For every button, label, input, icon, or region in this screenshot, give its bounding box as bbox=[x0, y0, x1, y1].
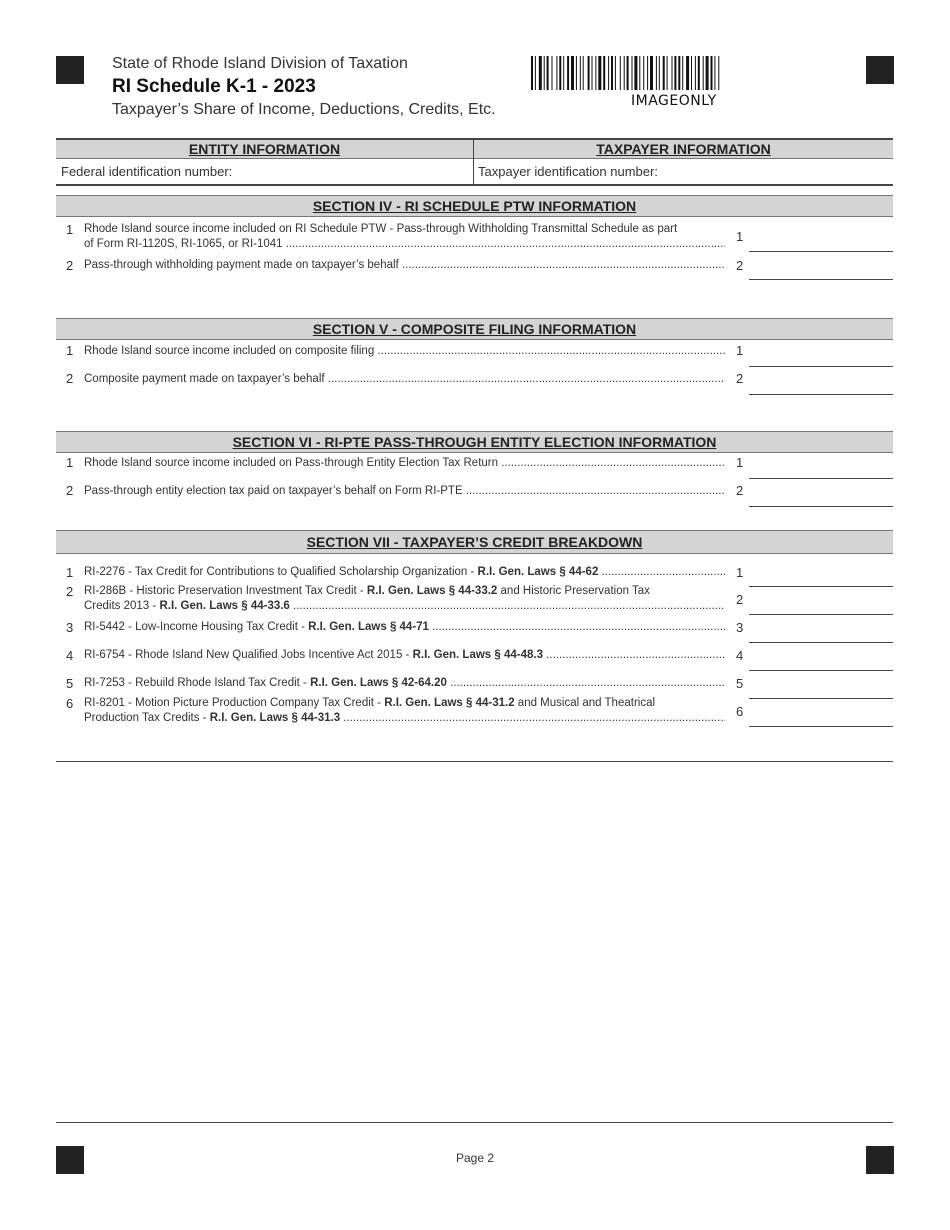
barcode-bar bbox=[698, 56, 700, 90]
entity-info-column bbox=[56, 140, 474, 184]
line-number: 6 bbox=[66, 696, 74, 711]
form-title: RI Schedule K-1 - 2023 bbox=[112, 76, 316, 97]
line-text: of Form RI-1120S, RI-1065, or RI-1041 bbox=[84, 238, 283, 250]
barcode-bar bbox=[539, 56, 542, 90]
line-description bbox=[84, 648, 725, 663]
statute-reference: R.I. Gen. Laws § 42-64.20 bbox=[310, 677, 447, 689]
line-text: Pass-through withholding payment made on taxpayer’s behalf bbox=[84, 259, 399, 271]
barcode-bar bbox=[567, 56, 569, 90]
amount-field[interactable] bbox=[749, 339, 893, 367]
barcode-bar bbox=[711, 56, 713, 90]
barcode-bar bbox=[588, 56, 590, 90]
line-number: 1 bbox=[66, 343, 74, 358]
line-text: RI-8201 - Motion Picture Production Company Tax Credit - bbox=[84, 697, 385, 709]
barcode-bar bbox=[659, 56, 660, 90]
barcode-bar bbox=[544, 56, 545, 90]
line-description bbox=[84, 484, 725, 499]
footer-rule bbox=[56, 1122, 893, 1123]
barcode-bar bbox=[663, 56, 665, 90]
barcode-bar bbox=[650, 56, 653, 90]
line-reference: 4 bbox=[736, 648, 744, 663]
line-description bbox=[84, 584, 725, 614]
barcode-bar bbox=[632, 56, 633, 90]
line-reference: 1 bbox=[736, 455, 744, 470]
statute-reference: R.I. Gen. Laws § 44-71 bbox=[308, 621, 429, 633]
line-number: 3 bbox=[66, 620, 74, 635]
agency-name: State of Rhode Island Division of Taxation bbox=[112, 55, 408, 72]
line-text: Production Tax Credits - bbox=[84, 712, 210, 724]
barcode-bar bbox=[595, 56, 596, 90]
statute-reference: R.I. Gen. Laws § 44-33.2 bbox=[366, 585, 498, 597]
barcode-bar bbox=[603, 56, 605, 90]
barcode-bar bbox=[714, 56, 715, 90]
barcode-bar bbox=[583, 56, 584, 90]
amount-field[interactable] bbox=[749, 479, 893, 507]
amount-field[interactable] bbox=[749, 559, 893, 587]
registration-mark-top-right bbox=[866, 56, 894, 84]
line-text: RI-7253 - Rebuild Rhode Island Tax Credit - bbox=[84, 677, 311, 689]
line-reference: 3 bbox=[736, 620, 744, 635]
amount-field[interactable] bbox=[749, 671, 893, 699]
line-number: 1 bbox=[66, 455, 74, 470]
info-table bbox=[56, 138, 893, 186]
statute-reference: R.I. Gen. Laws § 44-33.6 bbox=[159, 600, 290, 612]
barcode-bar bbox=[592, 56, 593, 90]
barcode-bar bbox=[624, 56, 625, 90]
line-number: 1 bbox=[66, 222, 74, 237]
barcode-bar bbox=[667, 56, 668, 90]
entity-info-heading: ENTITY INFORMATION bbox=[56, 140, 473, 159]
amount-field[interactable] bbox=[749, 587, 893, 615]
barcode bbox=[531, 56, 817, 90]
line-reference: 2 bbox=[736, 483, 744, 498]
line-description bbox=[84, 344, 725, 359]
barcode-bar bbox=[598, 56, 601, 90]
line-reference: 2 bbox=[736, 371, 744, 386]
barcode-bar bbox=[682, 56, 683, 90]
barcode-bar bbox=[639, 56, 640, 90]
barcode-bar bbox=[672, 56, 673, 90]
line-text: and Historic Preservation Tax bbox=[497, 585, 650, 597]
line-reference: 1 bbox=[736, 565, 744, 580]
line-reference: 5 bbox=[736, 676, 744, 691]
barcode-bar bbox=[620, 56, 621, 90]
section-iv-heading: SECTION IV - RI SCHEDULE PTW INFORMATION bbox=[56, 195, 893, 217]
line-description bbox=[84, 565, 725, 580]
barcode-bar bbox=[686, 56, 689, 90]
line-description bbox=[84, 222, 725, 252]
line-text: Rhode Island source income included on composite filing bbox=[84, 345, 375, 357]
barcode-bar bbox=[691, 56, 692, 90]
taxpayer-info-column bbox=[474, 140, 893, 184]
barcode-bar bbox=[556, 56, 557, 90]
barcode-bar bbox=[627, 56, 629, 90]
line-reference: 2 bbox=[736, 592, 744, 607]
barcode-bar bbox=[634, 56, 637, 90]
line-description bbox=[84, 456, 725, 471]
line-description bbox=[84, 676, 725, 691]
line-number: 1 bbox=[66, 565, 74, 580]
barcode-bar bbox=[576, 56, 577, 90]
line-description bbox=[84, 620, 725, 635]
line-description bbox=[84, 372, 725, 387]
line-number: 5 bbox=[66, 676, 74, 691]
line-number: 2 bbox=[66, 258, 74, 273]
form-subtitle: Taxpayer’s Share of Income, Deductions, Credits, Etc. bbox=[112, 101, 496, 118]
barcode-bar bbox=[563, 56, 564, 90]
barcode-bar bbox=[674, 56, 676, 90]
line-text: RI-6754 - Rhode Island New Qualified Jobs Incentive Act 2015 - bbox=[84, 649, 413, 661]
statute-reference: R.I. Gen. Laws § 44-31.2 bbox=[384, 697, 515, 709]
barcode-bar bbox=[615, 56, 616, 90]
line-reference: 1 bbox=[736, 229, 744, 244]
barcode-bar bbox=[647, 56, 648, 90]
line-text: Rhode Island source income included on RI Schedule PTW - Pass-through Withholding Transmittal Schedule as part bbox=[84, 223, 678, 235]
line-number: 4 bbox=[66, 648, 74, 663]
barcode-bar bbox=[547, 56, 549, 90]
barcode-bar bbox=[678, 56, 680, 90]
line-text: RI-5442 - Low-Income Housing Tax Credit - bbox=[84, 621, 309, 633]
barcode-bar bbox=[571, 56, 574, 90]
page-number: Page 2 bbox=[455, 1151, 495, 1165]
line-text: RI-286B - Historic Preservation Investment Tax Credit - bbox=[84, 585, 367, 597]
barcode-bar bbox=[695, 56, 696, 90]
barcode-bar bbox=[552, 56, 553, 90]
federal-id-field[interactable]: Federal identification number: bbox=[61, 164, 233, 179]
line-number: 2 bbox=[66, 483, 74, 498]
amount-field[interactable] bbox=[749, 699, 893, 727]
amount-field[interactable] bbox=[749, 252, 893, 280]
amount-field[interactable] bbox=[749, 367, 893, 395]
barcode-bar bbox=[535, 56, 536, 90]
statute-reference: R.I. Gen. Laws § 44-62 bbox=[477, 566, 599, 578]
line-description bbox=[84, 696, 725, 726]
section-v-heading: SECTION V - COMPOSITE FILING INFORMATION bbox=[56, 318, 893, 340]
line-reference: 2 bbox=[736, 258, 744, 273]
statute-reference: R.I. Gen. Laws § 44-31.3 bbox=[209, 712, 341, 724]
amount-field[interactable] bbox=[749, 615, 893, 643]
barcode-bar bbox=[643, 56, 644, 90]
amount-field[interactable] bbox=[749, 643, 893, 671]
barcode-bar bbox=[531, 56, 533, 90]
section-vi-heading: SECTION VI - RI-PTE PASS-THROUGH ENTITY ELECTION INFORMATION bbox=[56, 431, 893, 453]
line-number: 2 bbox=[66, 584, 74, 599]
taxpayer-id-field[interactable]: Taxpayer identification number: bbox=[478, 164, 658, 179]
barcode-bar bbox=[703, 56, 704, 90]
line-reference: 6 bbox=[736, 704, 744, 719]
barcode-bar bbox=[559, 56, 561, 90]
barcode-bar bbox=[706, 56, 709, 90]
barcode-caption: IMAGEONLY bbox=[631, 93, 717, 109]
line-text: Credits 2013 - bbox=[84, 600, 160, 612]
amount-field[interactable] bbox=[749, 451, 893, 479]
barcode-bar bbox=[580, 56, 581, 90]
line-reference: 1 bbox=[736, 343, 744, 358]
line-text: Composite payment made on taxpayer’s behalf bbox=[84, 373, 325, 385]
line-text: Pass-through entity election tax paid on taxpayer’s behalf on Form RI-PTE bbox=[84, 485, 463, 497]
section-end-rule bbox=[56, 761, 893, 762]
line-number: 2 bbox=[66, 371, 74, 386]
line-description bbox=[84, 258, 725, 273]
section-vii-heading: SECTION VII - TAXPAYER’S CREDIT BREAKDOWN bbox=[56, 530, 893, 554]
line-text: RI-2276 - Tax Credit for Contributions to Qualified Scholarship Organization - bbox=[84, 566, 478, 578]
amount-field[interactable] bbox=[749, 223, 893, 252]
barcode-bar bbox=[608, 56, 609, 90]
taxpayer-info-heading: TAXPAYER INFORMATION bbox=[474, 140, 893, 159]
line-text: Rhode Island source income included on Pass-through Entity Election Tax Return bbox=[84, 457, 499, 469]
barcode-bar bbox=[656, 56, 657, 90]
line-text: and Musical and Theatrical bbox=[514, 697, 656, 709]
barcode-bar bbox=[611, 56, 613, 90]
barcode-bar bbox=[718, 56, 719, 90]
registration-mark-top-left bbox=[56, 56, 84, 84]
statute-reference: R.I. Gen. Laws § 44-48.3 bbox=[412, 649, 543, 661]
